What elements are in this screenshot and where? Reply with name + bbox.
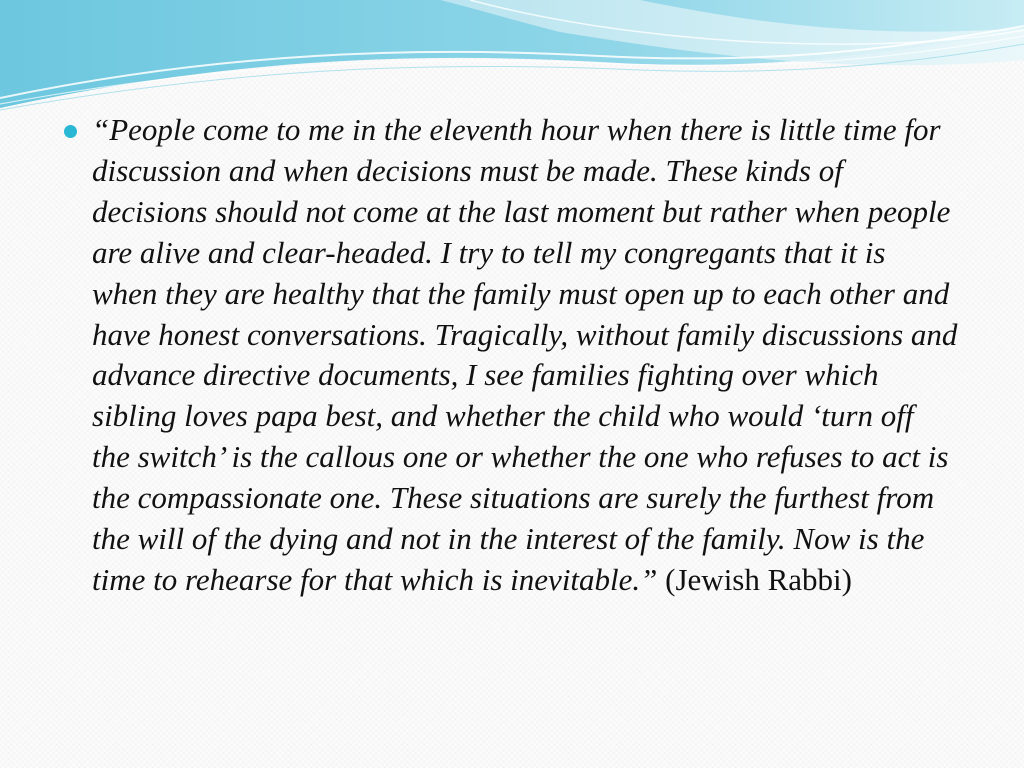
quote-paragraph [92, 110, 958, 601]
quote-text: “People come to me in the eleventh hour when there is little time for discussion and when decisions must be made. These kinds of decisions should not come at the last moment but rather when people are alive and clear-headed. I try to tell my congregants that it is when they are healthy that the family must open up to each other and have honest conversations. Tragically, without family discussions and advance directive documents, I see families fighting over which sibling loves papa best, and whether the child who would ‘turn off the switch’ is the callous one or whether the one who refuses to act is the compassionate one. These situations are surely the furthest from the will of the dying and not in the interest of the family. Now is the time to rehearse for that which is inevitable.” [92, 112, 958, 597]
bullet-item [58, 110, 958, 601]
slide-content [58, 110, 958, 601]
quote-attribution: (Jewish Rabbi) [665, 561, 852, 597]
header-wave-decoration [0, 0, 1024, 120]
bullet-dot-icon [64, 125, 77, 138]
